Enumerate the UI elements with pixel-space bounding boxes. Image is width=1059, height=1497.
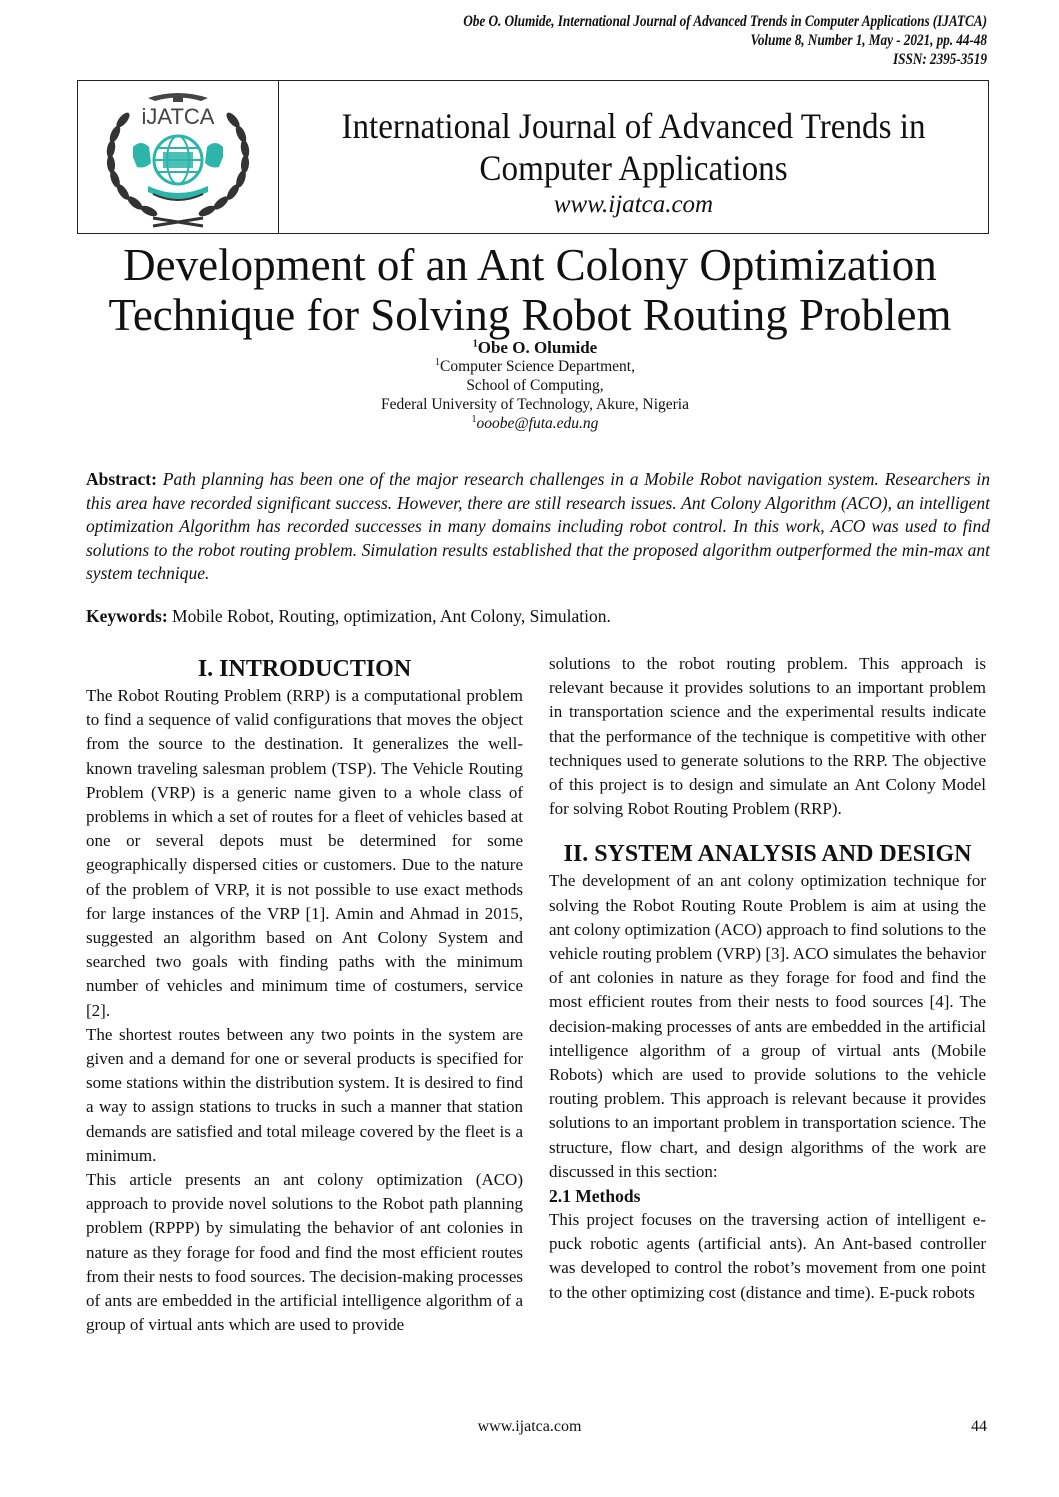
author-superscript: 1 xyxy=(472,338,478,350)
system-design-paragraph: The development of an ant colony optimization technique for solving the Robot Routing Route Problem is aim at using the ant colony optimization (ACO) approach to find solutions to the vehicle routing problem (VRP) [3]. ACO simulates the behavior of ant colonies in nature as they forage for food and find the most efficient routes from their nests to food sources [4]. The decision-making processes of ants are embedded in the artificial intelligence algorithm of a group of virtual ants (Mobile Robots) which are used to provide solutions to the vehicle routing problem. This approach is relevant because it provides solutions to an important problem in transportation science. The structure, flow chart, and design algorithms of the work are discussed in this section: xyxy=(549,871,986,1181)
affiliation-line1 xyxy=(280,357,790,376)
paper-title-line1: Development of an Ant Colony Optimization xyxy=(123,240,937,290)
paper-title-line2: Technique for Solving Robot Routing Problem xyxy=(108,290,952,340)
affiliation-department: Computer Science Department, xyxy=(440,358,635,375)
keywords-label: Keywords: xyxy=(86,606,168,626)
abstract-text: Path planning has been one of the major research challenges in a Mobile Robot navigation system. Researchers in this area have recorded significant success. However, there are still research issues. Ant Colony Algorithm (ACO), an intelligent optimization Algorithm has recorded successes in many domains including robot control. In this work, ACO was used to find solutions to the robot routing problem. Simulation results established that the proposed algorithm outperformed the min-max ant system technique. xyxy=(86,469,991,583)
intro-paragraph-2: The shortest routes between any two points in the system are given and a demand for one or several products is specified for some stations within the distribution system. It is desired to find a way to assign stations to trucks in such a manner that station demands are satisfied and total mileage covered by the fleet is a minimum. xyxy=(86,1024,523,1165)
author-email[interactable] xyxy=(280,414,790,433)
journal-masthead xyxy=(77,80,989,234)
abstract-label: Abstract: xyxy=(86,469,157,489)
journal-name-line2: Computer Applications xyxy=(479,148,788,188)
email-superscript: 1 xyxy=(471,413,477,425)
journal-title-cell xyxy=(279,81,988,233)
intro-paragraph-3: This article presents an ant colony optimization (ACO) approach to provide novel solutions to the Robot path planning problem (RPPP) by simulating the behavior of ant colonies in nature as they forage for food and find the most efficient routes from their nests to food sources. The decision-making processes of ants are embedded in the artificial intelligence algorithm of a group of virtual ants which are used to provide xyxy=(86,1170,523,1335)
author-name-text: Obe O. Olumide xyxy=(477,338,598,357)
column-right xyxy=(549,652,986,1305)
logo-text: iJATCA xyxy=(141,104,215,129)
abstract xyxy=(86,468,990,586)
journal-name-line1: International Journal of Advanced Trends in xyxy=(341,106,926,146)
page-number: 44 xyxy=(971,1418,987,1435)
ijatca-logo-icon xyxy=(93,82,263,232)
keywords-text: Mobile Robot, Routing, optimization, Ant Colony, Simulation. xyxy=(172,606,611,626)
keywords xyxy=(86,605,990,628)
affiliation-superscript: 1 xyxy=(435,356,440,368)
running-header xyxy=(463,12,987,69)
affiliation-line3: Federal University of Technology, Akure, Nigeria xyxy=(381,396,689,413)
section-heading-system-analysis: II. SYSTEM ANALYSIS AND DESIGN xyxy=(563,841,972,868)
running-header-citation: Obe O. Olumide, International Journal of Advanced Trends in Computer Applications (IJATCA) xyxy=(463,13,987,30)
methods-paragraph: This project focuses on the traversing action of intelligent e-puck robotic agents (artificial ants). An Ant-based controller was developed to control the robot’s movement from one point to the other optimizing cost (distance and time). E-puck robots xyxy=(549,1210,986,1302)
paper-title xyxy=(60,240,1000,340)
section-heading-introduction: I. INTRODUCTION xyxy=(197,656,412,682)
intro-paragraph-1: The Robot Routing Problem (RRP) is a computational problem to find a sequence of valid configurations that moves the object from the source to the destination. It generalizes the well-known traveling salesman problem (TSP). The Vehicle Routing Problem (VRP) is a generic name given to a whole class of problems in which a set of routes for a fleet of vehicles based at one or several depots must be determined for some geographically dispersed cities or customers. Due to the nature of the problem of VRP, it is not possible to use exact methods for large instances of the VRP [1]. Amin and Ahmad in 2015, suggested an algorithm based on Ant Colony System and searched two goals with finding paths with the minimum number of vehicles and minimum time of costumers, service [2]. xyxy=(86,686,523,1020)
journal-url[interactable]: www.ijatca.com xyxy=(553,191,714,218)
author-name xyxy=(280,338,790,357)
intro-paragraph-3-continued: solutions to the robot routing problem. This approach is relevant because it provides solutions to an important problem in transportation science and the experimental results indicate that the performance of the technique is competitive with other techniques used to generate solutions to the RRP. The objective of this project is to design and simulate an Ant Colony Model for solving Robot Routing Problem (RRP). xyxy=(549,654,986,819)
author-email-text[interactable]: ooobe@futa.edu.ng xyxy=(476,415,599,432)
subsection-heading-methods: 2.1 Methods xyxy=(549,1186,641,1207)
column-left xyxy=(86,652,523,1337)
footer-url[interactable]: www.ijatca.com xyxy=(477,1418,582,1435)
author-block xyxy=(280,338,790,433)
logo-cell xyxy=(78,81,279,233)
running-header-volume: Volume 8, Number 1, May - 2021, pp. 44-48 xyxy=(750,32,987,49)
affiliation-line2: School of Computing, xyxy=(466,377,604,394)
running-header-issn: ISSN: 2395-3519 xyxy=(893,51,987,68)
